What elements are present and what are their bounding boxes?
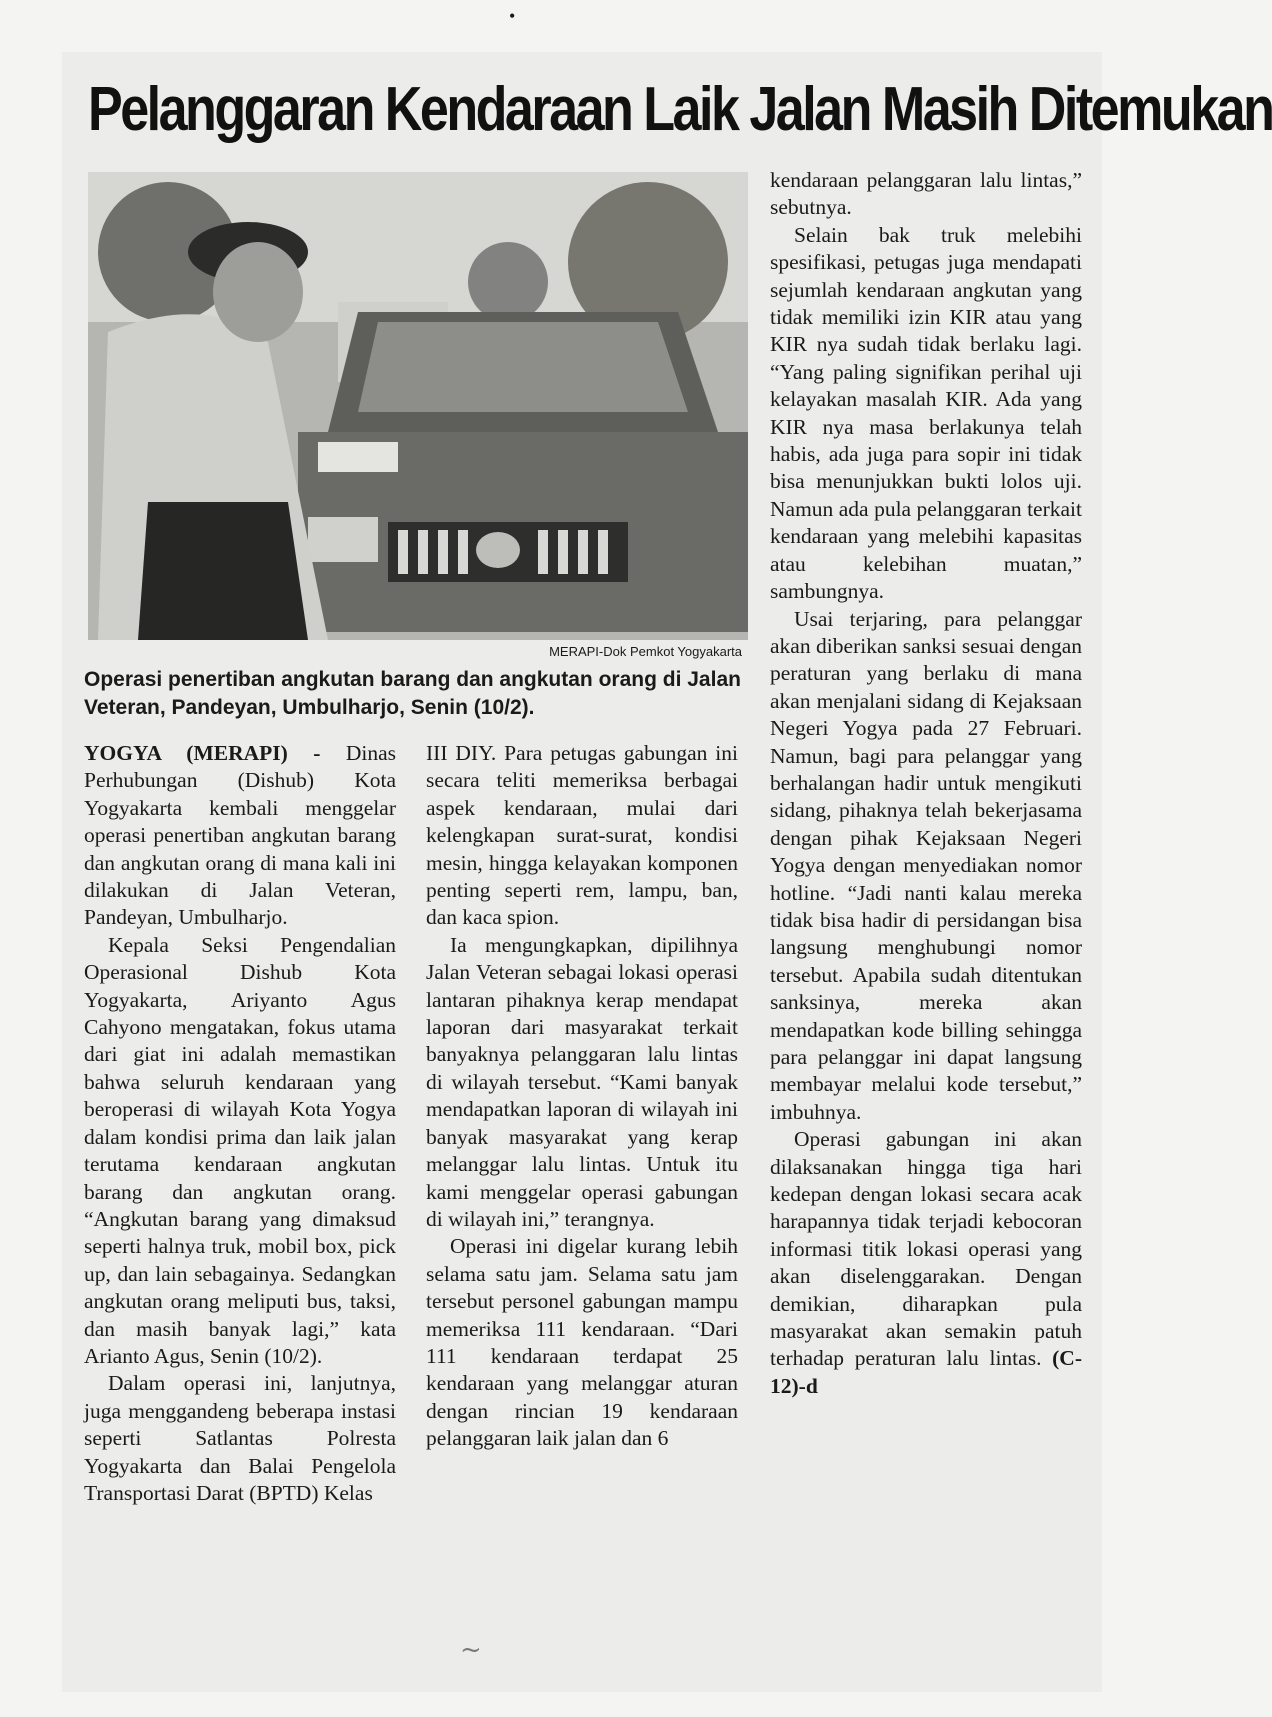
article-paragraph: kendaraan pelanggaran lalu lintas,” sebutnya. xyxy=(770,168,1082,220)
article-photo xyxy=(88,172,748,640)
article-paragraph: Selain bak truk melebihi spesifikasi, petugas juga mendapati sejumlah kendaraan angkutan yang tidak memiliki izin KIR atau yang KIR nya sudah tidak berlaku lagi. “Yang paling signifikan perihal uji kelayakan masalah KIR. Ada yang KIR nya masa berlakunya telah habis, ada juga para sopir ini tidak bisa menunjukkan bukti lolos uji. Namun ada pula pelanggaran terkait kendaraan yang melebihi kapasitas atau kelebihan muatan,” sambungnya. xyxy=(770,222,1082,604)
photo-caption: Operasi penertiban angkutan barang dan angkutan orang di Jalan Veteran, Pandeyan, Umbulharjo, Senin (10/2). xyxy=(84,668,741,719)
article-paragraph: Dalam operasi ini, lanjutnya, juga menggandeng beberapa instasi seperti Satlantas Polresta Yogyakarta dan Balai Pengelola Transportasi Darat (BPTD) Kelas xyxy=(84,1371,396,1505)
article-paragraph xyxy=(84,740,396,932)
article-paragraph: Usai terjaring, para pelanggar akan diberikan sanksi sesuai dengan peraturan yang berlaku di mana akan menjalani sidang di Kejaksaan Negeri Yogya pada 27 Februari. Namun, bagi para pelanggar yang berhalangan hadir untuk mengikuti sidang, pihaknya telah bekerjasama dengan pihak Kejaksaan Negeri Yogya dengan menyediakan nomor hotline. “Jadi nanti kalau mereka tidak bisa hadir di persidangan bisa langsung menghubungi nomor tersebut. Apabila sudah ditentukan sanksinya, mereka akan mendapatkan kode billing sehingga para pelanggar ini dapat langsung membayar melalui kode tersebut,” imbuhnya. xyxy=(770,606,1082,1124)
article-column-2 xyxy=(426,740,738,1453)
headline: Pelanggaran Kendaraan Laik Jalan Masih Ditemukan xyxy=(88,75,1272,144)
article-paragraph: Kepala Seksi Pengendalian Operasional Dishub Kota Yogyakarta, Ariyanto Agus Cahyono mengatakan, fokus utama dari giat ini adalah memastikan bahwa seluruh kendaraan yang beroperasi di wilayah Kota Yogya dalam kondisi prima dan laik jalan terutama kendaraan angkutan barang dan angkutan orang. “Angkutan barang yang dimaksud seperti halnya truk, mobil box, pick up, dan lain sebagainya. Sedangkan angkutan orang meliputi bus, taksi, dan masih banyak lagi,” kata Arianto Agus, Senin (10/2). xyxy=(84,932,396,1368)
author-signature: (C-12)-d xyxy=(770,1346,1082,1398)
article-paragraph: Ia mengungkapkan, dipilihnya Jalan Veteran sebagai lokasi operasi lantaran pihaknya kerap mendapat laporan dari masyarakat terkait banyaknya pelanggaran lalu lintas di wilayah tersebut. “Kami banyak mendapatkan laporan di wilayah ini banyak masyarakat yang kerap melanggar lalu lintas. Untuk itu kami menggelar operasi gabungan di wilayah ini,” terangnya. xyxy=(426,932,738,1231)
article-column-1 xyxy=(84,740,396,1507)
article-paragraph: III DIY. Para petugas gabungan ini secara teliti memeriksa berbagai aspek kendaraan, mulai dari kelengkapan surat-surat, kondisi mesin, hingga kelayakan komponen penting seperti rem, lampu, ban, dan kaca spion. xyxy=(426,741,738,930)
photo-credit: MERAPI-Dok Pemkot Yogyakarta xyxy=(549,644,742,659)
dateline: YOGYA (MERAPI) - xyxy=(84,741,321,765)
paragraph-text: Operasi gabungan ini akan dilaksanakan hingga tiga hari kedepan dengan lokasi secara acak harapannya tidak terjadi kebocoran informasi titik lokasi operasi yang akan diselenggarakan. Dengan demikian, diharapkan pula masyarakat akan semakin patuh terhadap peraturan lalu lintas. xyxy=(770,1127,1082,1371)
article-paragraph: Operasi ini digelar kurang lebih selama satu jam. Selama satu jam tersebut personel gabungan mampu memeriksa 111 kendaraan. “Dari 111 kendaraan terdapat 25 kendaraan yang melanggar aturan dengan rincian 19 kendaraan pelanggaran laik jalan dan 6 xyxy=(426,1234,738,1451)
paragraph-text: Dinas Perhubungan (Dishub) Kota Yogyakarta kembali menggelar operasi penertiban angkutan barang dan angkutan orang di mana kali ini dilakukan di Jalan Veteran, Pandeyan, Umbulharjo. xyxy=(84,741,396,930)
photo-officer-inspecting-car-icon xyxy=(88,172,748,640)
article-paragraph xyxy=(770,1126,1082,1400)
article-column-3 xyxy=(770,167,1082,1400)
handwritten-annotation: ~ xyxy=(460,1635,488,1665)
punch-mark: • xyxy=(509,6,516,26)
